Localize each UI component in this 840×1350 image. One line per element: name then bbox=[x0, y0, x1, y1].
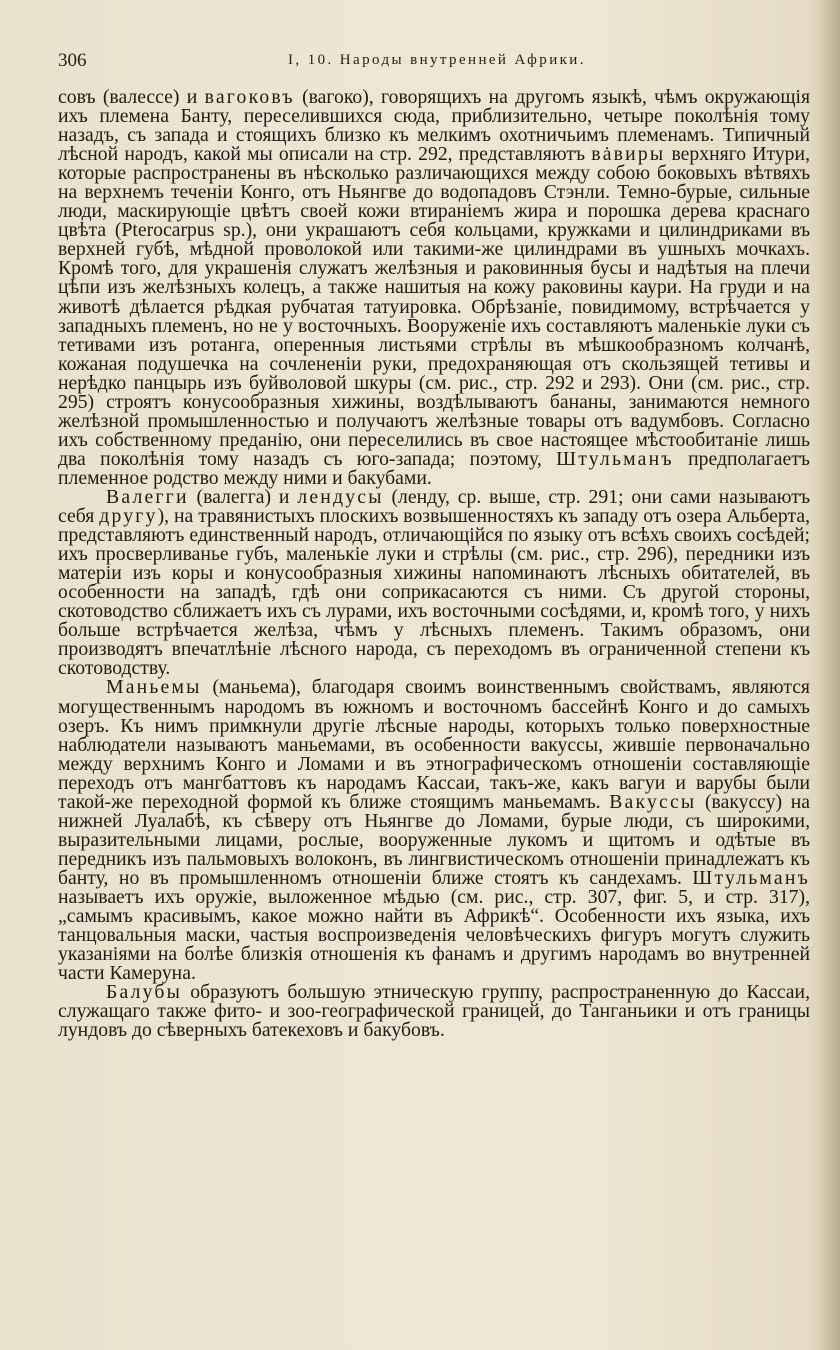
text-run: образуютъ большую этническую группу, распространенную до Кассаи, служащаго также фито- и зоо-географической границей, до Танганьики и отъ границы лундовъ до сѣверныхъ батекеховъ и бакубовъ. bbox=[58, 981, 810, 1042]
emphasized-name: Маньемы bbox=[106, 676, 202, 699]
text-run: верхняго Итури, которые распространены въ нѣсколько различающихся между собою боковыхъ вѣтвяхъ на верхнемъ теченіи Конго, отъ Ньянгве до водопадовъ Стэнли. Темно-бурые, сильные люди, маскирующіе цвѣтъ своей кожи втираніемъ жира и порошка дерева краснаго цвѣта (Pterocarpus sp.), они украшаютъ себя кольцами, кружками и цилиндриками въ верхней губѣ, мѣдной проволокой или такими-же цилиндрами въ ушныхъ мочкахъ. Кромѣ того, для украшенія служатъ желѣзныя и раковинныя бусы и надѣтыя на плечи цѣпи изъ желѣзныхъ колецъ, а также нашитыя на кожу раковины каури. На груди и на животѣ дѣлается рѣдкая рубчатая татуировка. Обрѣзаніе, повидимому, встрѣчается у западныхъ племенъ, но не у восточныхъ. Вооруженіе ихъ составляютъ маленькіе луки съ тетивами изъ ротанга, оперенныя листьями стрѣлы въ мѣшкообразномъ колчанѣ, кожаная подушечка на сочлененіи руки, предохраняющая отъ скользящей тетивы и нерѣдко панцырь изъ буйволовой шкуры (см. рис., стр. 292 и 293). Они (см. рис., стр. 295) строятъ конусообразныя хижины, воздѣлываютъ бананы, занимаются немного желѣзной промышленностью и получаютъ желѣзные товары отъ вадумбовъ. Согласно ихъ собственному преданію, они переселились въ свое настоящее мѣстообитаніе лишь два поколѣнія тому назадъ съ юго-запада; поэтому, bbox=[58, 143, 810, 470]
emphasized-name: Штульманъ bbox=[556, 447, 674, 470]
emphasized-name: другу bbox=[99, 505, 158, 528]
text-run: (валегга) и bbox=[188, 485, 298, 508]
running-header bbox=[58, 48, 810, 78]
page-number: 306 bbox=[58, 50, 87, 71]
emphasized-name: Штульманъ bbox=[692, 866, 810, 889]
emphasized-name: вȧвиры bbox=[591, 143, 666, 166]
text-run: (маньема), благодаря своимъ воинственнымъ свойствамъ, являются могущественнымъ народомъ въ южномъ и восточномъ бассейнѣ Конго и до самыхъ озеръ. Къ нимъ примкнули другіе лѣсные народы, которыхъ только поверхностные наблюдатели называютъ маньемами, въ особенности вакуссы, жившіе первоначально между верхнимъ Конго и Ломами и въ этнографическомъ отношеніи составляющіе переходъ отъ мангбаттовъ къ народамъ Кассаи, такъ-же, какъ вагуи и варубы были такой-же переходной формой къ ближе стоящимъ маньемамъ. bbox=[58, 676, 810, 813]
text-run: ), на травянистыхъ плоскихъ возвышенностяхъ къ западу отъ озера Альберта, представляютъ единственный народъ, отличающійся по языку отъ всѣхъ своихъ сосѣдей; ихъ просверливанье губъ, маленькіе луки и стрѣлы (см. рис., стр. 296), передники изъ матеріи изъ коры и конусообразныя хижины напоминаютъ лѣсныхъ обитателей, въ особенности на западѣ, гдѣ они соприкасаются съ ними. Съ другой стороны, скотоводство сближаетъ ихъ съ лурами, ихъ восточными сосѣдями, и, кромѣ того, у нихъ больше встрѣчается желѣза, чѣмъ у лѣсныхъ племенъ. Такимъ образомъ, они производятъ впечатлѣніе лѣсного народа, съ переходомъ въ ограниченной степени къ скотоводству. bbox=[58, 505, 810, 680]
page-edge-shadow bbox=[818, 0, 840, 1350]
text-run: называетъ ихъ оружіе, выложенное мѣдью (см. рис., стр. 307, фиг. 5, и стр. 317), „самымъ красивымъ, какое можно найти въ Африкѣ“. Особенности ихъ языка, ихъ танцовальныя маски, частыя воспроизведенія человѣческихъ фигуръ могутъ служить указаніями на болѣе близкія отношенія къ фанамъ и другимъ народамъ во внутренней части Камеруна. bbox=[58, 885, 810, 985]
running-title: I, 10. Народы внутренней Африки. bbox=[288, 52, 586, 68]
body-text bbox=[58, 88, 810, 1040]
paragraph bbox=[58, 485, 811, 680]
emphasized-name: Вакуссы bbox=[609, 790, 697, 813]
emphasized-name: Балубы bbox=[106, 981, 183, 1004]
paragraph bbox=[58, 88, 810, 488]
text-run: совъ (валессе) и bbox=[58, 86, 205, 108]
emphasized-name: Валегги bbox=[106, 485, 189, 508]
text-run: (вакуссу) на нижней Луалабѣ, къ сѣверу отъ Ньянгве до Ломами, бурые люди, съ широкими, выразительными лицами, рослые, вооруженные лукомъ и щитомъ и одѣтые въ передникъ изъ пальмовыхъ волоконъ, въ лингвистическомъ отношеніи принадлежатъ къ банту, но въ промышленномъ отношеніи ближе стоятъ къ сандехамъ. bbox=[58, 790, 810, 889]
emphasized-name: лендусы bbox=[297, 485, 384, 508]
text-run: предполагаетъ племенное родство между ними и бакубами. bbox=[58, 447, 810, 489]
text-run: (вагоко), говорящихъ на другомъ языкѣ, чѣмъ окружающія ихъ племена Банту, переселившихся сюда, приблизительно, четыре поколѣнія тому назадъ, съ запада и стоящихъ близко къ мелкимъ охотничьимъ племенамъ. Типичный лѣсной народъ, какой мы описали на стр. 292, представляютъ bbox=[58, 86, 811, 166]
paragraph bbox=[58, 983, 810, 1040]
text-run: (ленду, ср. выше, стр. 291; они сами называютъ себя bbox=[58, 485, 811, 528]
paragraph bbox=[58, 678, 810, 983]
emphasized-name: вагоковъ bbox=[204, 86, 295, 108]
